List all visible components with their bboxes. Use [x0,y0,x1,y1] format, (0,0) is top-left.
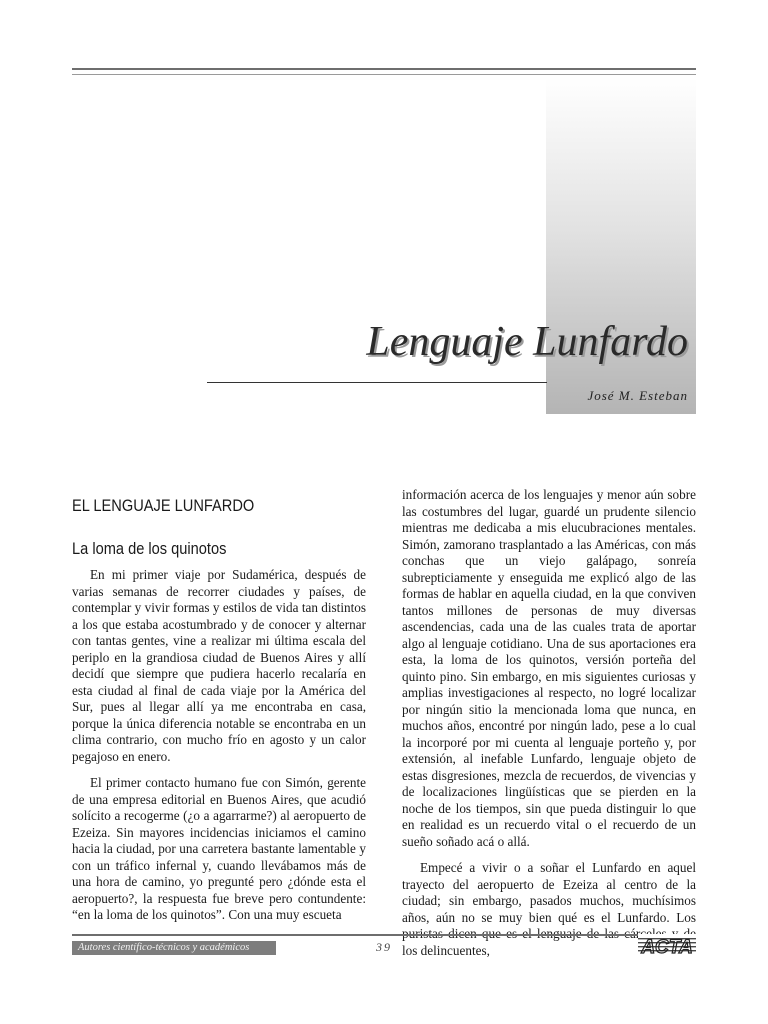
title-underline [207,382,547,383]
footer-rule [72,934,696,936]
right-column [402,487,696,959]
top-rule-thin [72,74,696,75]
top-rule [72,68,696,70]
svg-text:ACTA: ACTA [641,937,693,956]
page-number: 39 [376,940,392,954]
body-paragraph: información acerca de los lenguajes y menor aún sobre las costumbres del lugar, guardé un prudente silencio mientras me dedicaba a mis elucubraciones mentales. Simón, zamorano trasplantado a las Américas, con más conchas que un viejo galápago, sonreía subrepticiamente y enseguida me explicó algo de las formas de hablar en aquella ciudad, en la que conviven tantos millones de personas de muy diversas ascendencias, cada una de las cuales trata de aportar algo al lenguaje cotidiano. Una de sus aportaciones era esta, la loma de los quinotos, versión porteña del quinto pino. Sin embargo, en mis siguientes curiosas y amplias investigaciones al respecto, no logré localizar por ningún sitio la mencionada loma que nunca, en muchos años, encontré por ningún lado, pese a lo cual la incorporé por mi cuenta al lenguaje porteño y, por extensión, al inefable Lunfardo, lenguaje objeto de estas disgresiones, mezcla de recuerdos, de vivencias y de localizaciones lingüísticas que se pierden en la noche de los tiempos, sin que pueda distinguir lo que en realidad es un recuerdo vital o el recuerdo de un sueño soñado acá o allá. [402,487,696,849]
body-paragraph: En mi primer viaje por Sudamérica, después de varias semanas de recorrer ciudades y países, de contemplar y vivir formas y estilos de vida tan distintos a los que estaba acostumbrado y de conocer y alternar con tantas gentes, vine a realizar mi última escala del periplo en la grandiosa ciudad de Buenos Aires y allí decidí que siempre que pudiera hacerlo recalaría en esta ciudad al final de cada viaje por la América del Sur, pues al llegar allí ya me encontraba en casa, porque la única diferencia notable se encontraba en un clima contrario, con mucho frío en agosto y un calor pegajoso en enero. [72,567,366,764]
body-paragraph: Empecé a vivir o a soñar el Lunfardo en aquel trayecto del aeropuerto de Ezeiza al centro de la ciudad; sin embargo, pasados muchos, muchísimos años, aún no se muy bien qué es el Lunfardo. Los los delincuentes, [402,860,696,958]
article-title: Lenguaje Lunfardo [366,319,688,365]
acta-logo [638,934,696,956]
body-paragraph: El primer contacto humano fue con Simón, gerente de una empresa editorial en Buenos Aires, que acudió solícito a recogerme (¿o a agarrarme?) al aeropuerto de Ezeiza. Sin mayores incidencias iniciamos el camino hacia la ciudad, por una carretera bastante lamentable y con un tráfico infernal y, cuando llevábamos más de una hora de camino, yo pregunté pero ¿dónde esta el aeropuerto?, la respuesta fue breve pero contundente: “en la loma de los quinotos”. Con una muy escueta [72,775,366,922]
section-heading: EL LENGUAJE LUNFARDO [72,496,255,515]
footer-series-label: Autores científico-técnicos y académicos [72,941,276,955]
article-author: José M. Esteban [587,388,688,403]
left-column [72,490,366,924]
subsection-heading: La loma de los quinotos [72,538,227,558]
